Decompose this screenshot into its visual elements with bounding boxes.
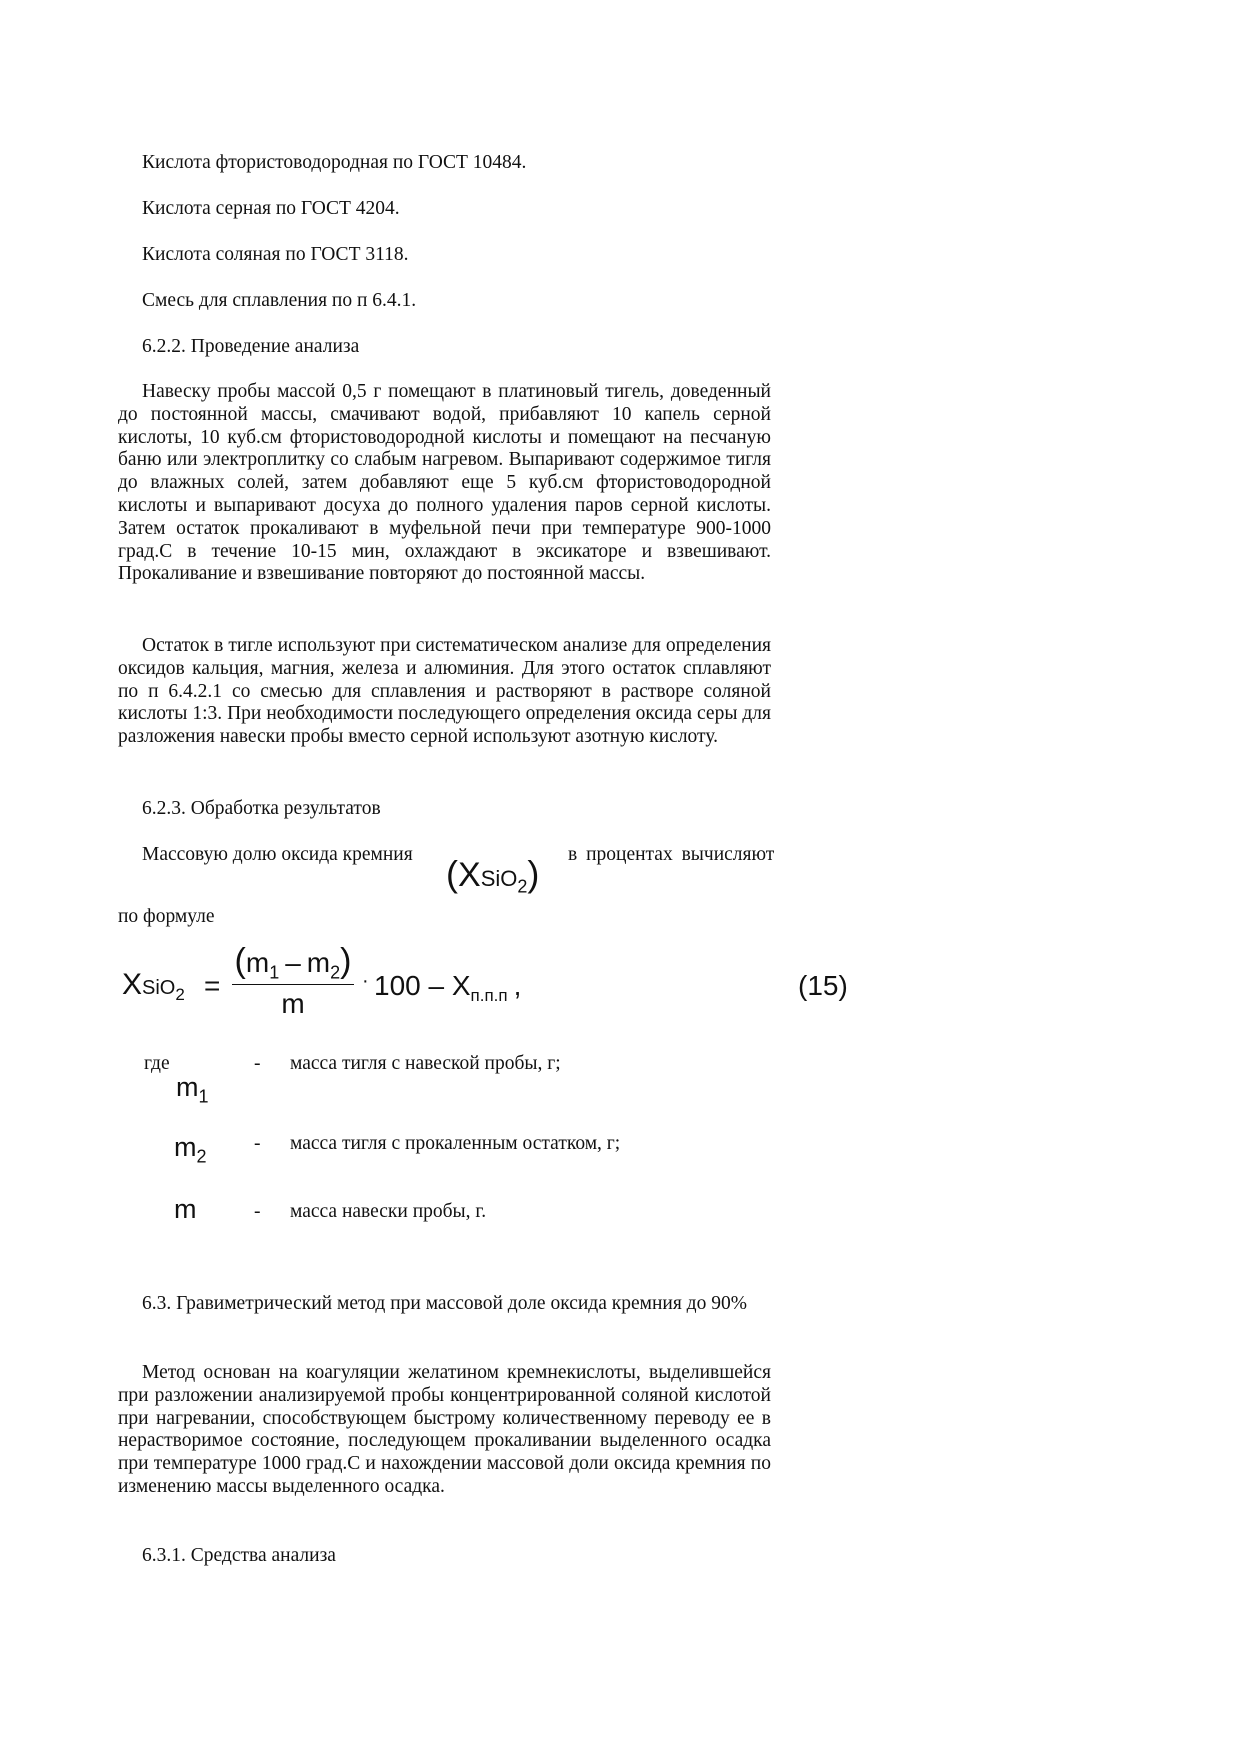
where-symbol-m2: $m_2$: [174, 1132, 207, 1167]
item-hcl-acid: Кислота соляная по ГОСТ 3118.: [142, 244, 409, 265]
formula-intro: по формуле: [118, 906, 215, 927]
formula-denominator: m: [281, 988, 305, 1019]
where-desc-m2: масса тигля с прокаленным остатком, г;: [290, 1133, 621, 1154]
formula-lhs: XSiO$_2$: [122, 968, 185, 1004]
paragraph-method: Метод основан на коагуляции желатином кремнекислоты, выделившейся при разложении анализируемой пробы концентрированной соляной кислотой при нагревании, способствующем быстрому количественному переводу ее в нерастворимое состояние, последующем прокаливании выделенного осадка при температуре 1000 град.С и нахождении массовой доли оксида кремния по изменению массы выделенного осадка.: [118, 1362, 771, 1497]
paragraph-analysis-procedure: Навеску пробы массой 0,5 г помещают в платиновый тигель, доведенный до постоянной массы, смачивают водой, прибавляют 10 капель серной кислоты, 10 куб.см фтористоводородной кислоты и помещают на песчаную баню или электроплитку со слабым нагревом. Выпаривают содержимое тигля до влажных солей, затем добавляют еще 5 куб.см фтористоводородной кислоты и выпаривают досуха до полного удаления паров серной кислоты. Затем остаток прокаливают в муфельной печи при температуре 900-1000 град.С в течение 10-15 мин, охлаждают в эксикаторе и взвешивают. Прокаливание и взвешивание повторяют до постоянной массы.: [118, 381, 771, 585]
formula-tail: $100 - X_{п.п.п}$ ,: [374, 970, 522, 1005]
where-dash-3: -: [254, 1201, 261, 1222]
where-label: где: [144, 1053, 170, 1074]
where-dash-1: -: [254, 1053, 261, 1074]
formula-equals: =: [204, 970, 221, 1001]
mass-sentence-end: в процентах вычисляют: [568, 844, 775, 865]
mass-sentence-start: Массовую долю оксида кремния: [142, 844, 413, 865]
formula-number: (15): [798, 970, 848, 1001]
formula-15: [122, 944, 862, 1024]
where-symbol-m1: $m_1$: [176, 1072, 209, 1107]
where-desc-m1: масса тигля с навеской пробы, г;: [290, 1053, 561, 1074]
heading-6-3: 6.3. Гравиметрический метод при массовой доле оксида кремния до 90%: [142, 1293, 747, 1314]
item-sulfuric-acid: Кислота серная по ГОСТ 4204.: [142, 198, 400, 219]
where-dash-2: -: [254, 1133, 261, 1154]
inline-xsio2-symbol: (XSiO$_2$): [446, 853, 540, 897]
item-hf-acid: Кислота фтористоводородная по ГОСТ 10484.: [142, 152, 527, 173]
formula-fraction: [228, 944, 358, 1024]
fraction-bar: [232, 984, 354, 985]
formula-dot: ·: [362, 970, 369, 992]
item-fusion-mix: Смесь для сплавления по п 6.4.1.: [142, 290, 417, 311]
heading-6-2-3: 6.2.3. Обработка результатов: [142, 798, 381, 819]
formula-numerator: $(m_1 - m_2)$: [234, 942, 352, 983]
heading-6-2-2: 6.2.2. Проведение анализа: [142, 336, 360, 357]
paragraph-residue-usage: Остаток в тигле используют при систематическом анализе для определения оксидов кальция, магния, железа и алюминия. Для этого остаток сплавляют по п 6.4.2.1 со смесью для сплавления и растворяют в растворе соляной кислоты 1:3. При необходимости последующего определения оксида серы для разложения навески пробы вместо серной используют азотную кислоту.: [118, 635, 771, 748]
where-symbol-m: m: [174, 1194, 197, 1224]
where-desc-m: масса навески пробы, г.: [290, 1201, 487, 1222]
heading-6-3-1: 6.3.1. Средства анализа: [142, 1545, 336, 1566]
